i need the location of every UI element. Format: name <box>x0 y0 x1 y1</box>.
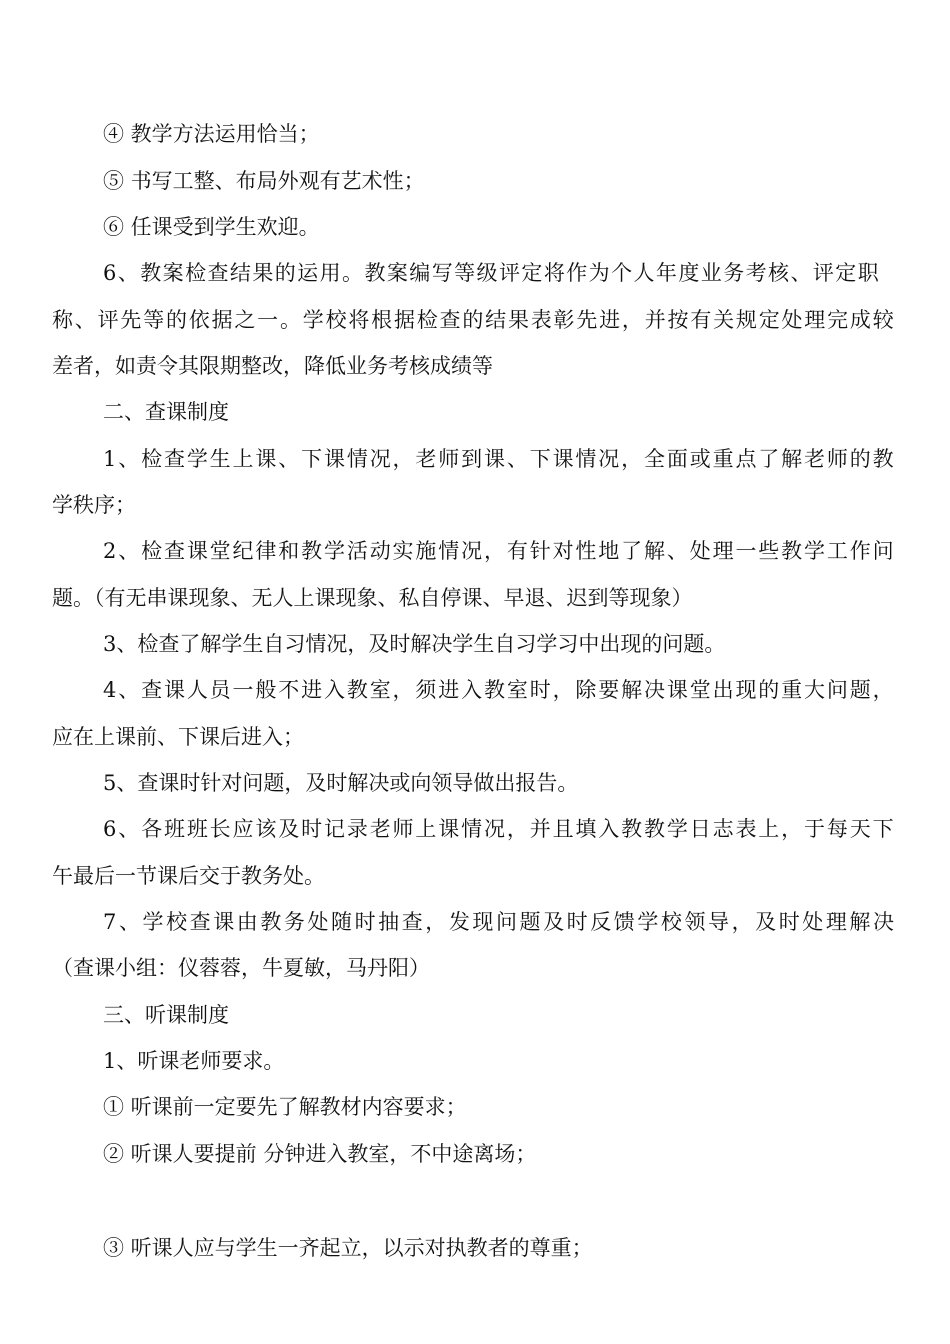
section-heading-3: 三、听课制度 <box>103 1003 229 1027</box>
item-7-line-1: 7 、 学 校 查 课 由 教 务 处 随 时 抽 查 ， 发 现 问 题 及 时 反 馈 学 校 领 导 ， 及 时 处 理 解 决 <box>103 910 894 934</box>
item-2-line-1: 2 、 检 查 课 堂 纪 律 和 教 学 活 动 实 施 情 况 ， 有 针 对 性 地 了 解 、 处 理 一 些 教 学 工 作 问 <box>103 539 894 563</box>
item-6-line-1: 6 、 各 班 班 长 应 该 及 时 记 录 老 师 上 课 情 况 ， 并 且 填 入 教 教 学 日 志 表 上 ， 于 每 天 下 <box>103 817 894 841</box>
paragraph-6-line-3: 差者，如责令其限期整改，降低业务考核成绩等 <box>52 354 493 378</box>
item-5: 5、查课时针对问题，及时解决或向领导做出报告。 <box>103 771 579 795</box>
item-1-line-1: 1 、 检 查 学 生 上 课 、 下 课 情 况 ， 老 师 到 课 、 下 课 情 况 ， 全 面 或 重 点 了 解 老 师 的 教 <box>103 447 894 471</box>
list-item-5: ⑤ 书写工整、布局外观有艺术性； <box>103 169 425 193</box>
item-7-line-2: （查课小组：仪蓉蓉，牛夏敏，马丹阳） <box>52 956 430 980</box>
list-item-6: ⑥ 任课受到学生欢迎。 <box>103 215 320 239</box>
item-1-line-2: 学秩序； <box>52 493 136 517</box>
list-item-4: ④ 教学方法运用恰当； <box>103 122 320 146</box>
item-2-line-2: 题。（有无串课现象、无人上课现象、私自停课、早退、迟到等现象） <box>52 586 693 610</box>
item-6-line-2: 午最后一节课后交于教务处。 <box>52 864 325 888</box>
list-item-2: ② 听课人要提前 分钟进入教室，不中途离场； <box>103 1142 537 1166</box>
section-heading-2: 二、查课制度 <box>103 400 229 424</box>
item-3: 3、检查了解学生自习情况，及时解决学生自习学习中出现的问题。 <box>103 632 726 656</box>
list-item-3: ③ 听课人应与学生一齐起立，以示对执教者的尊重； <box>103 1236 593 1260</box>
paragraph-6-line-2: 称 、 评 先 等 的 依 据 之 一 。 学 校 将 根 据 检 查 的 结 果 表 彰 先 进 ， 并 按 有 关 规 定 处 理 完 成 较 <box>52 308 894 332</box>
subsection-heading-1: 1、听课老师要求。 <box>103 1049 285 1073</box>
item-4-line-1: 4 、 查 课 人 员 一 般 不 进 入 教 室 ， 须 进 入 教 室 时 ， 除 要 解 决 课 堂 出 现 的 重 大 问 题 ， <box>103 678 894 702</box>
paragraph-6-line-1: 6 、 教 案 检 查 结 果 的 运 用 。 教 案 编 写 等 级 评 定 将 作 为 个 人 年 度 业 务 考 核 、 评 定 职 <box>103 261 879 285</box>
list-item-1: ① 听课前一定要先了解教材内容要求； <box>103 1095 467 1119</box>
item-4-line-2: 应在上课前、下课后进入； <box>52 725 304 749</box>
